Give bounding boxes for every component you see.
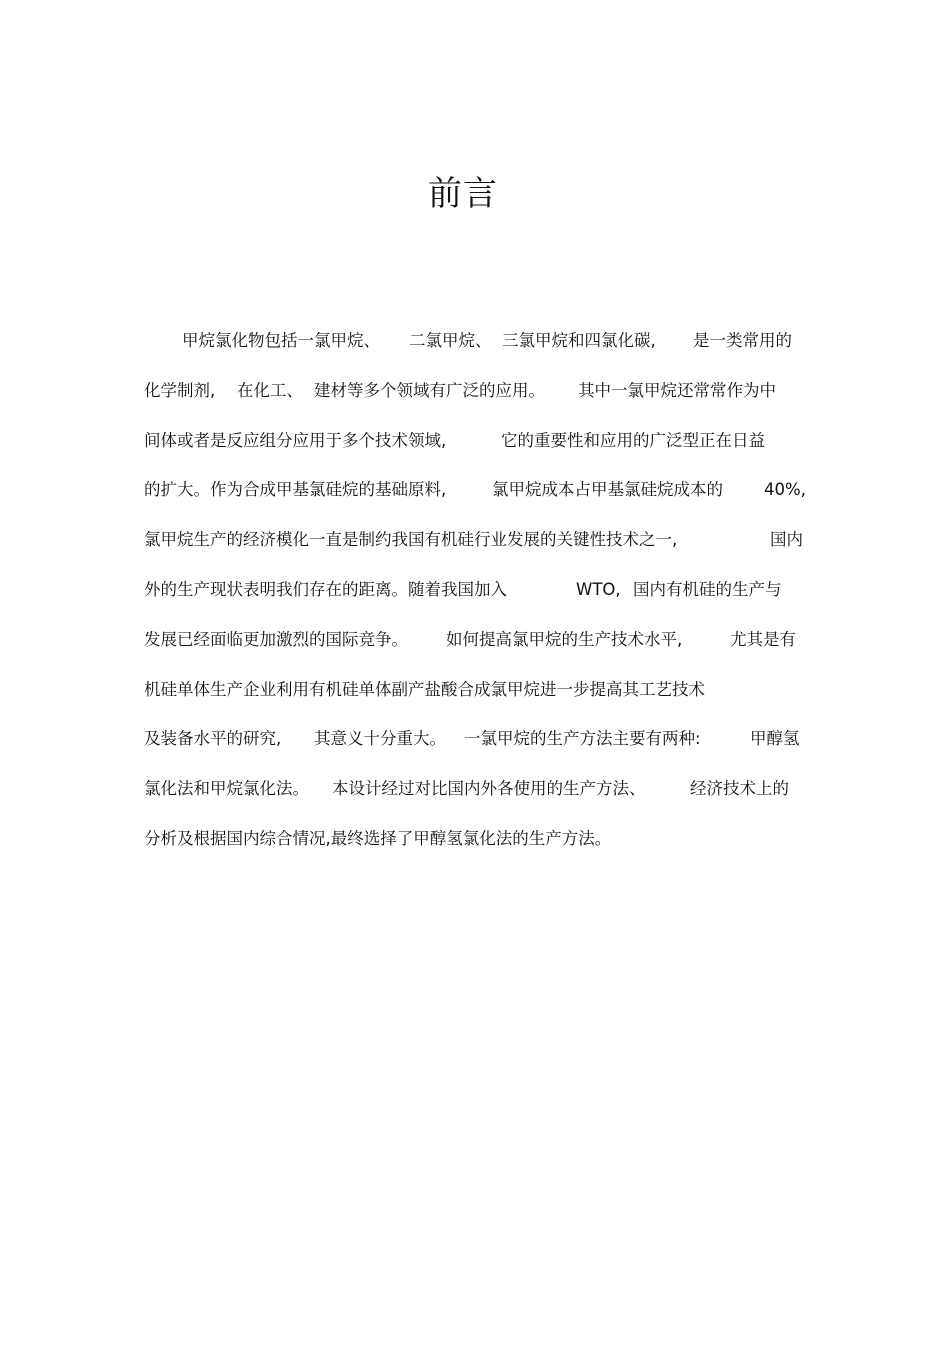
text-segment: 甲烷氯化物包括一氯甲烷、 bbox=[182, 331, 380, 350]
text-segment: 氯化法和甲烷氯化法。 bbox=[144, 779, 309, 799]
text-segment: 氯甲烷成本占甲基氯硅烷成本的 bbox=[492, 480, 723, 500]
text-segment: 发展已经面临更加激烈的国际竞争。 bbox=[144, 629, 408, 649]
paragraph-line bbox=[144, 574, 809, 624]
text-segment: 及装备水平的研究, bbox=[144, 729, 282, 749]
text-segment: 其意义十分重大。 bbox=[314, 729, 446, 749]
paragraph-line bbox=[144, 474, 809, 524]
text-segment: 其中一氯甲烷还常常作为中 bbox=[578, 380, 776, 400]
text-segment: 国内 bbox=[770, 530, 803, 550]
text-segment: WTO, bbox=[576, 579, 621, 599]
paragraph-line bbox=[144, 325, 809, 375]
page-title: 前言 bbox=[428, 174, 498, 214]
text-segment: 二氯甲烷、 bbox=[409, 331, 492, 350]
text-segment: 本设计经过对比国内外各使用的生产方法、 bbox=[332, 779, 646, 799]
body-paragraph bbox=[144, 325, 809, 873]
text-segment: 它的重要性和应用的广泛型正在日益 bbox=[501, 430, 765, 450]
text-segment: 是一类常用的 bbox=[693, 331, 792, 350]
text-segment: 分析及根据国内综合情况,最终选择了甲醇氢氯化法的生产方法。 bbox=[144, 828, 612, 848]
text-segment: 在化工、 bbox=[237, 380, 303, 400]
text-segment: 40%, bbox=[764, 480, 806, 500]
text-segment: 一氯甲烷的生产方法主要有两种: bbox=[464, 729, 701, 749]
text-segment: 机硅单体生产企业利用有机硅单体副产盐酸合成氯甲烷进一步提高其工艺技术 bbox=[144, 679, 705, 699]
text-segment: 三氯甲烷和四氯化碳, bbox=[502, 331, 656, 350]
text-segment: 间体或者是反应组分应用于多个技术领域, bbox=[144, 430, 447, 450]
text-segment: 建材等多个领域有广泛的应用。 bbox=[314, 380, 545, 400]
text-segment: 的扩大。作为合成甲基氯硅烷的基础原料, bbox=[144, 480, 447, 500]
text-segment: 化学制剂, bbox=[144, 380, 216, 400]
paragraph-line bbox=[144, 375, 809, 425]
text-segment: 外的生产现状表明我们存在的距离。随着我国加入 bbox=[144, 579, 507, 599]
paragraph-line bbox=[144, 425, 809, 475]
paragraph-line bbox=[144, 674, 809, 724]
text-segment: 经济技术上的 bbox=[690, 779, 789, 799]
paragraph-line bbox=[144, 773, 809, 823]
text-segment: 甲醇氢 bbox=[750, 729, 800, 749]
paragraph-line bbox=[144, 723, 809, 773]
text-segment: 国内有机硅的生产与 bbox=[633, 579, 782, 599]
paragraph-line bbox=[144, 524, 809, 574]
text-segment: 如何提高氯甲烷的生产技术水平, bbox=[446, 629, 683, 649]
text-segment: 氯甲烷生产的经济模化一直是制约我国有机硅行业发展的关键性技术之一, bbox=[144, 530, 678, 550]
paragraph-line bbox=[144, 823, 809, 873]
paragraph-line bbox=[144, 624, 809, 674]
text-segment: 尤其是有 bbox=[730, 629, 796, 649]
